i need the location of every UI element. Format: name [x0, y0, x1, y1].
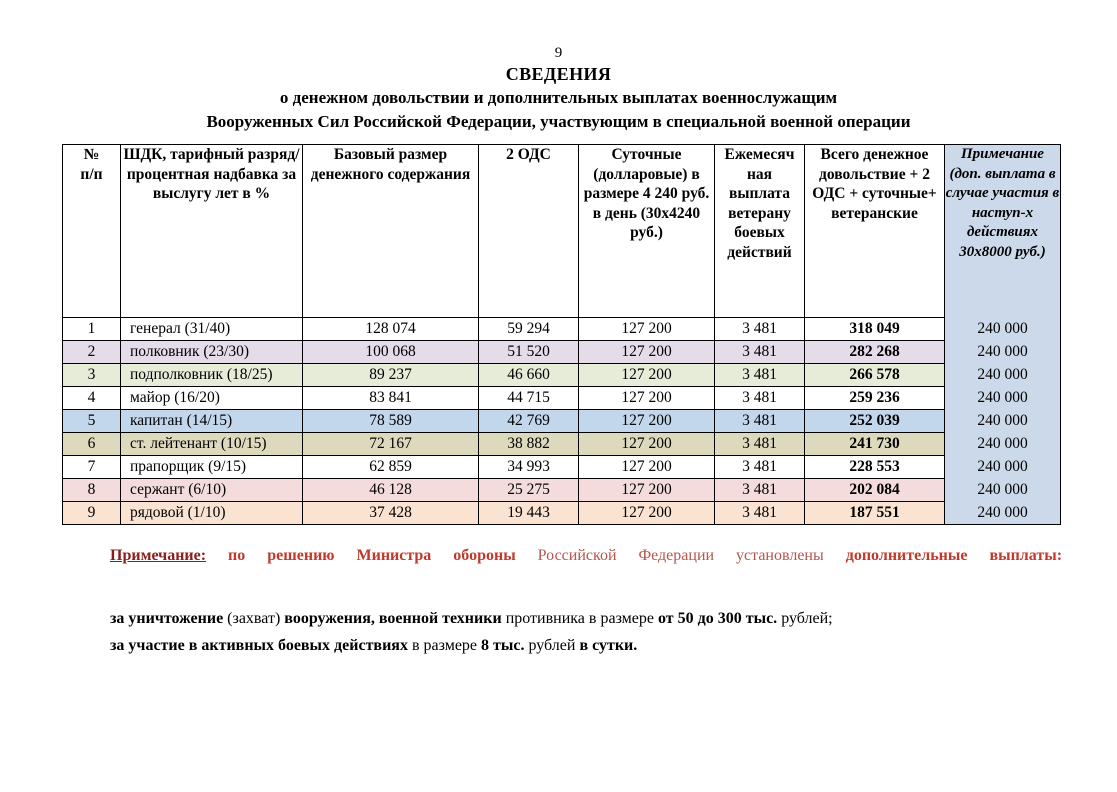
- cell-note: 240 000: [945, 433, 1061, 456]
- cell-base-pay: 100 068: [303, 341, 479, 364]
- cell-daily: 127 200: [579, 341, 715, 364]
- cell-rank: сержант (6/10): [121, 479, 303, 502]
- cell-total: 259 236: [805, 387, 945, 410]
- table-row: [63, 341, 1061, 364]
- footnote-l2-regular-1: (захват): [227, 610, 281, 627]
- cell-daily: 127 200: [579, 318, 715, 341]
- footnote-paragraph-1: [62, 543, 1062, 593]
- table-row: [63, 479, 1061, 502]
- cell-number: 9: [63, 502, 121, 525]
- cell-ods: 34 993: [479, 456, 579, 479]
- footnote-l2-regular-3: рублей;: [781, 610, 833, 627]
- table-row: [63, 387, 1061, 410]
- column-header-ods: 2 ОДС: [479, 145, 579, 318]
- cell-daily: 127 200: [579, 410, 715, 433]
- cell-note: 240 000: [945, 502, 1061, 525]
- column-header-base-pay: Базовый размер денежного содержания: [303, 145, 479, 318]
- cell-monthly: 3 481: [715, 318, 805, 341]
- cell-monthly: 3 481: [715, 479, 805, 502]
- cell-daily: 127 200: [579, 479, 715, 502]
- cell-number: 2: [63, 341, 121, 364]
- column-header-monthly-veteran: Ежемесяч ная выплата ветерану боевых действий: [715, 145, 805, 318]
- table-header-row: [63, 145, 1061, 318]
- footnote-l2-bold-3: от 50 до 300 тыс.: [657, 610, 778, 627]
- footnote-p1-bold-1: по решению Министра обороны: [228, 547, 516, 564]
- cell-note: 240 000: [945, 456, 1061, 479]
- footnote-label: Примечание:: [110, 547, 207, 564]
- cell-base-pay: 83 841: [303, 387, 479, 410]
- cell-daily: 127 200: [579, 502, 715, 525]
- footnote-l3-bold-2: 8 тыс.: [481, 637, 525, 654]
- cell-rank: ст. лейтенант (10/15): [121, 433, 303, 456]
- cell-daily: 127 200: [579, 364, 715, 387]
- cell-base-pay: 62 859: [303, 456, 479, 479]
- table-row: [63, 456, 1061, 479]
- cell-ods: 51 520: [479, 341, 579, 364]
- payments-table-container: [62, 144, 1060, 525]
- footnote-l3-bold-1: за участие в активных боевых действиях: [110, 637, 408, 654]
- cell-base-pay: 89 237: [303, 364, 479, 387]
- cell-total: 266 578: [805, 364, 945, 387]
- cell-rank: майор (16/20): [121, 387, 303, 410]
- cell-rank: подполковник (18/25): [121, 364, 303, 387]
- cell-daily: 127 200: [579, 387, 715, 410]
- column-header-note: Примечание (доп. выплата в случае участия в наступ-х действиях 30х8000 руб.): [945, 145, 1061, 318]
- document-title: СВЕДЕНИЯ: [505, 64, 612, 84]
- footnote-l2-regular-2: противника в размере: [505, 610, 654, 627]
- cell-note: 240 000: [945, 410, 1061, 433]
- footnote-l3-regular-1: в размере: [411, 637, 478, 654]
- column-header-total: Всего денежное довольствие + 2 ОДС + суточные+ ветеранские: [805, 145, 945, 318]
- cell-monthly: 3 481: [715, 410, 805, 433]
- cell-ods: 44 715: [479, 387, 579, 410]
- cell-note: 240 000: [945, 318, 1061, 341]
- cell-monthly: 3 481: [715, 456, 805, 479]
- cell-number: 4: [63, 387, 121, 410]
- cell-monthly: 3 481: [715, 341, 805, 364]
- payments-table: [62, 144, 1061, 525]
- cell-monthly: 3 481: [715, 387, 805, 410]
- cell-base-pay: 46 128: [303, 479, 479, 502]
- cell-number: 5: [63, 410, 121, 433]
- cell-ods: 38 882: [479, 433, 579, 456]
- footnote-p1-bold-2: дополнительные: [845, 547, 968, 564]
- column-header-daily: Суточные (долларовые) в размере 4 240 руб. в день (30х4240 руб.): [579, 145, 715, 318]
- footnote-l2-bold-1: за уничтожение: [110, 610, 224, 627]
- cell-rank: капитан (14/15): [121, 410, 303, 433]
- footnote-p1-regular-1: Российской Федерации установлены: [537, 547, 824, 564]
- cell-note: 240 000: [945, 479, 1061, 502]
- cell-number: 6: [63, 433, 121, 456]
- column-header-number-line1: №: [83, 146, 100, 163]
- cell-rank: полковник (23/30): [121, 341, 303, 364]
- footnote-line-3: [62, 633, 1062, 658]
- footnote-block: [62, 543, 1062, 658]
- cell-total: 228 553: [805, 456, 945, 479]
- cell-total: 252 039: [805, 410, 945, 433]
- document-subtitle-line-1: о денежном довольствии и дополнительных выплатах военнослужащим: [279, 88, 838, 107]
- cell-base-pay: 37 428: [303, 502, 479, 525]
- cell-rank: рядовой (1/10): [121, 502, 303, 525]
- cell-ods: 42 769: [479, 410, 579, 433]
- cell-ods: 59 294: [479, 318, 579, 341]
- footnote-l3-regular-2: рублей: [528, 637, 576, 654]
- page-number: 9: [554, 45, 563, 61]
- table-body: [63, 318, 1061, 525]
- document-subtitle-line-2: Вооруженных Сил Российской Федерации, участвующим в специальной военной операции: [206, 112, 911, 131]
- cell-monthly: 3 481: [715, 364, 805, 387]
- cell-number: 8: [63, 479, 121, 502]
- column-header-number-line2: п/п: [80, 165, 103, 183]
- table-row: [63, 502, 1061, 525]
- cell-total: 318 049: [805, 318, 945, 341]
- cell-base-pay: 128 074: [303, 318, 479, 341]
- footnote-line-2: [62, 606, 1062, 631]
- cell-daily: 127 200: [579, 456, 715, 479]
- footnote-p1-bold-3: выплаты:: [989, 547, 1063, 564]
- cell-total: 187 551: [805, 502, 945, 525]
- cell-number: 7: [63, 456, 121, 479]
- cell-note: 240 000: [945, 341, 1061, 364]
- cell-note: 240 000: [945, 387, 1061, 410]
- cell-total: 202 084: [805, 479, 945, 502]
- table-row: [63, 318, 1061, 341]
- cell-monthly: 3 481: [715, 502, 805, 525]
- table-header: [63, 145, 1061, 318]
- cell-rank: генерал (31/40): [121, 318, 303, 341]
- cell-ods: 46 660: [479, 364, 579, 387]
- cell-total: 241 730: [805, 433, 945, 456]
- table-row: [63, 433, 1061, 456]
- cell-note: 240 000: [945, 364, 1061, 387]
- column-header-rank: ШДК, тарифный разряд/процентная надбавка за выслугу лет в %: [121, 145, 303, 318]
- cell-monthly: 3 481: [715, 433, 805, 456]
- cell-ods: 25 275: [479, 479, 579, 502]
- table-row: [63, 364, 1061, 387]
- footnote-l2-bold-2: вооружения, военной техники: [284, 610, 502, 627]
- cell-number: 1: [63, 318, 121, 341]
- cell-daily: 127 200: [579, 433, 715, 456]
- cell-base-pay: 78 589: [303, 410, 479, 433]
- cell-rank: прапорщик (9/15): [121, 456, 303, 479]
- cell-total: 282 268: [805, 341, 945, 364]
- table-row: [63, 410, 1061, 433]
- column-header-number: [63, 145, 121, 318]
- document-heading: [0, 63, 1117, 134]
- cell-ods: 19 443: [479, 502, 579, 525]
- cell-number: 3: [63, 364, 121, 387]
- footnote-l3-bold-3: в сутки.: [579, 637, 638, 654]
- cell-base-pay: 72 167: [303, 433, 479, 456]
